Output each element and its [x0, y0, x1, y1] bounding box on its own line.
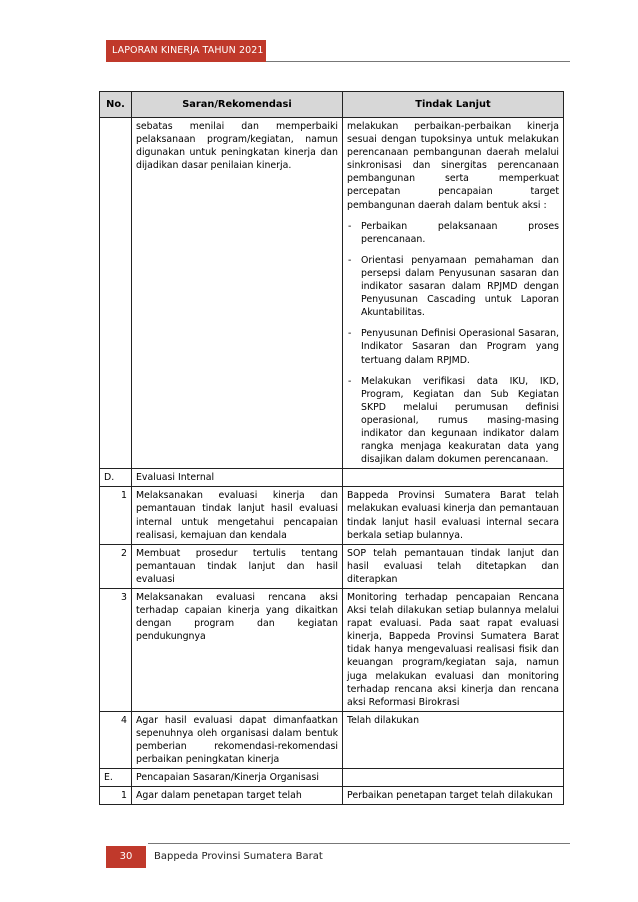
table-row: [100, 589, 564, 712]
dash-bullet: -: [348, 328, 352, 340]
footer-organization: Bappeda Provinsi Sumatera Barat: [154, 851, 323, 862]
recommendation-cell: Agar dalam penetapan target telah: [132, 787, 343, 805]
follow-up-action-list: [347, 220, 559, 467]
column-header-saran: Saran/Rekomendasi: [132, 92, 343, 118]
recommendation-cell: Melaksanakan evaluasi kinerja dan pemantauan tindak lanjut hasil evaluasi internal untuk mengetahui pencapaian realisasi, kemajuan dan kendala: [132, 487, 343, 544]
row-number: [100, 118, 132, 469]
page-number: 30: [106, 846, 146, 868]
list-item-text: Melakukan verifikasi data IKU, IKD, Program, Kegiatan dan Sub Kegiatan SKPD melalui perumusan definisi operasional, rumus masing-masing indikator dan kegunaan indikator dalam rangka menjaga keakuratan data yang disajikan dalam dokumen perencanaan.: [361, 375, 559, 466]
follow-up-cell: Monitoring terhadap pencapaian Rencana Aksi telah dilakukan setiap bulannya melalui rapat evaluasi. Pada saat rapat evaluasi kinerja, Bappeda Provinsi Sumatera Barat tidak hanya mengevaluasi realisasi fisik dan keuangan program/kegiatan saja, namun juga melakukan evaluasi dan monitoring terhadap rencana aksi kinerja dan rencana aksi Reformasi Birokrasi: [343, 589, 564, 712]
dash-bullet: -: [348, 220, 352, 232]
list-item: [347, 254, 559, 319]
section-code: E.: [100, 769, 132, 787]
dash-bullet: -: [348, 375, 352, 387]
follow-up-intro: melakukan perbaikan-perbaikan kinerja sesuai dengan tupoksinya untuk melakukan perencanaan pembangunan daerah melalui sinkronisasi dan sinergitas perencanaan pembangunan serta memperkuat percepatan pencapaian target pembangunan daerah dalam bentuk aksi :: [347, 121, 559, 211]
row-number: 4: [100, 711, 132, 768]
list-item-text: Penyusunan Definisi Operasional Sasaran, Indikator Sasaran dan Program yang tertuang dalam RPJMD.: [361, 328, 559, 366]
table-row: [100, 544, 564, 588]
row-number: 2: [100, 544, 132, 588]
section-row-e: [100, 769, 564, 787]
table-row: [100, 487, 564, 544]
follow-up-cell: Perbaikan penetapan target telah dilakukan: [343, 787, 564, 805]
column-header-no: No.: [100, 92, 132, 118]
report-header-title: LAPORAN KINERJA TAHUN 2021: [106, 40, 266, 62]
list-item: [347, 220, 559, 246]
recommendation-cell: Melaksanakan evaluasi rencana aksi terhadap capaian kinerja yang dikaitkan dengan program dan kegiatan pendukungnya: [132, 589, 343, 712]
header-divider: [266, 61, 570, 62]
list-item: [347, 375, 559, 467]
section-empty-cell: [343, 769, 564, 787]
table-header-row: [100, 92, 564, 118]
table-row: [100, 118, 564, 469]
dash-bullet: -: [348, 254, 352, 266]
follow-up-cell: SOP telah pemantauan tindak lanjut dan hasil evaluasi telah ditetapkan dan diterapkan: [343, 544, 564, 588]
row-number: 1: [100, 487, 132, 544]
follow-up-cell: [343, 118, 564, 469]
section-title: Evaluasi Internal: [132, 469, 343, 487]
section-row-d: [100, 469, 564, 487]
section-title: Pencapaian Sasaran/Kinerja Organisasi: [132, 769, 343, 787]
section-empty-cell: [343, 469, 564, 487]
list-item: [347, 327, 559, 366]
recommendation-cell: Agar hasil evaluasi dapat dimanfaatkan sepenuhnya oleh organisasi dalam bentuk pemberian rekomendasi-rekomendasi perbaikan peningkatan kinerja: [132, 711, 343, 768]
recommendation-cell: Membuat prosedur tertulis tentang pemantauan tindak lanjut dan hasil evaluasi: [132, 544, 343, 588]
follow-up-cell: Bappeda Provinsi Sumatera Barat telah melakukan evaluasi kinerja dan pemantauan tindak lanjut hasil evaluasi internal secara berkala setiap bulannya.: [343, 487, 564, 544]
table-row: [100, 787, 564, 805]
column-header-tindak: Tindak Lanjut: [343, 92, 564, 118]
footer-divider: [148, 843, 570, 844]
table-row: [100, 711, 564, 768]
list-item-text: Orientasi penyamaan pemahaman dan persepsi dalam Penyusunan sasaran dan indikator sasaran dalam RPJMD dengan Penyusunan Cascading untuk Laporan Akuntabilitas.: [361, 254, 559, 319]
list-item-text: Perbaikan pelaksanaan proses perencanaan.: [361, 220, 559, 245]
row-number: 3: [100, 589, 132, 712]
row-number: 1: [100, 787, 132, 805]
recommendation-table: [99, 91, 564, 805]
section-code: D.: [100, 469, 132, 487]
follow-up-cell: Telah dilakukan: [343, 711, 564, 768]
recommendation-cell: sebatas menilai dan memperbaiki pelaksanaan program/kegiatan, namun digunakan untuk peningkatan kinerja dan dijadikan dasar penilaian kinerja.: [132, 118, 343, 469]
